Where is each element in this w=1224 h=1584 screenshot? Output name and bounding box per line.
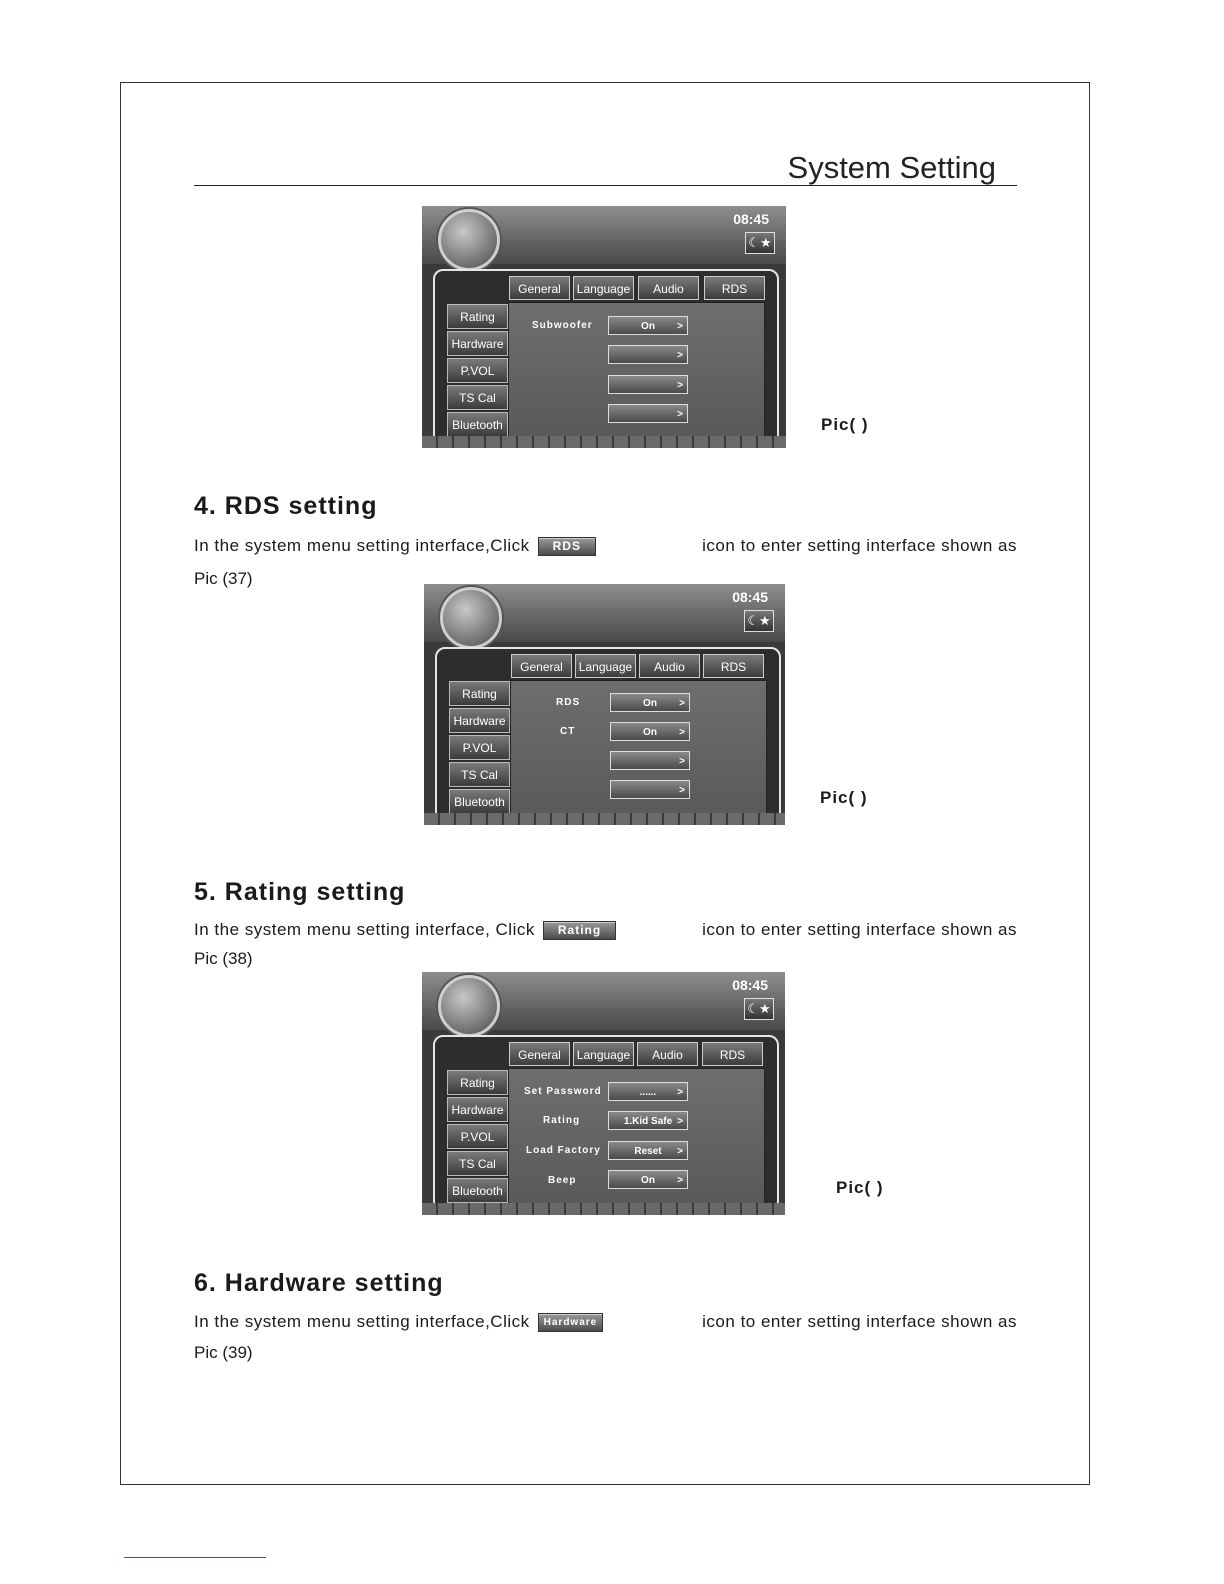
sidebar-item-rating[interactable]: Rating [449, 681, 510, 706]
rating-label: Rating [543, 1115, 581, 1126]
pic-reference: Pic (39) [194, 1343, 253, 1362]
sidebar-item-pvol[interactable]: P.VOL [447, 1124, 508, 1149]
clock: 08:45 [732, 977, 768, 993]
arrow-right-icon: > [677, 1116, 683, 1127]
sidebar-item-hardware[interactable]: Hardware [447, 1097, 508, 1122]
instruction-line [194, 536, 1017, 556]
floor-decoration [422, 436, 786, 448]
value-text: Reset [634, 1146, 662, 1157]
night-mode-icon[interactable]: ☾★ [744, 610, 774, 632]
rds-value-button[interactable] [610, 693, 690, 712]
empty-option-button[interactable] [610, 751, 690, 770]
clock: 08:45 [732, 589, 768, 605]
tab-rds[interactable]: RDS [703, 654, 764, 678]
floor-decoration [424, 813, 785, 825]
ct-label: CT [560, 726, 576, 737]
tab-audio[interactable]: Audio [637, 1042, 698, 1066]
page-title: System Setting [787, 150, 996, 185]
home-orb-icon[interactable] [438, 975, 500, 1037]
tab-language[interactable]: Language [573, 276, 634, 300]
tab-general[interactable]: General [509, 1042, 570, 1066]
rds-label: RDS [556, 697, 581, 708]
sidebar-item-bluetooth[interactable]: Bluetooth [447, 1178, 508, 1203]
sidebar-item-pvol[interactable]: P.VOL [447, 358, 508, 383]
sidebar-item-bluetooth[interactable]: Bluetooth [447, 412, 508, 437]
clock: 08:45 [733, 211, 769, 227]
value-text: On [643, 698, 657, 709]
instruction-text: In the system menu setting interface,Click [194, 1312, 530, 1331]
rating-value-button[interactable] [608, 1111, 688, 1130]
sidebar-item-hardware[interactable]: Hardware [449, 708, 510, 733]
section-heading-hardware: 6. Hardware setting [194, 1269, 444, 1297]
empty-option-button[interactable] [608, 404, 688, 423]
sidebar-item-bluetooth[interactable]: Bluetooth [449, 789, 510, 814]
tab-rds[interactable]: RDS [704, 276, 765, 300]
tab-language[interactable]: Language [573, 1042, 634, 1066]
tab-general[interactable]: General [511, 654, 572, 678]
sidebar-item-pvol[interactable]: P.VOL [449, 735, 510, 760]
pic-caption: Pic( ) [836, 1178, 884, 1197]
empty-option-button[interactable] [608, 375, 688, 394]
home-orb-icon[interactable] [438, 209, 500, 271]
sidebar-item-hardware[interactable]: Hardware [447, 331, 508, 356]
pic-caption: Pic( ) [821, 415, 869, 434]
arrow-right-icon: > [677, 1087, 683, 1098]
header-rule [194, 185, 1017, 186]
screenshot-rds [424, 584, 785, 825]
instruction-text: icon to enter setting interface shown as [702, 536, 1017, 555]
subwoofer-label: Subwoofer [532, 320, 593, 331]
section-heading-rating: 5. Rating setting [194, 878, 406, 906]
tab-general[interactable]: General [509, 276, 570, 300]
arrow-right-icon: > [679, 785, 685, 796]
instruction-text: icon to enter setting interface shown as [702, 1312, 1017, 1331]
rating-button[interactable]: Rating [543, 921, 616, 940]
value-text: On [641, 321, 655, 332]
home-orb-icon[interactable] [440, 587, 502, 649]
password-field[interactable] [608, 1082, 688, 1101]
ct-value-button[interactable] [610, 722, 690, 741]
arrow-right-icon: > [677, 1146, 683, 1157]
set-password-label: Set Password [524, 1086, 602, 1097]
instruction-line [194, 920, 1017, 940]
instruction-text: icon to enter setting interface shown as [702, 920, 1017, 939]
instruction-line [194, 1312, 1017, 1332]
empty-option-button[interactable] [608, 345, 688, 364]
pic-reference: Pic (37) [194, 569, 253, 588]
night-mode-icon[interactable]: ☾★ [744, 998, 774, 1020]
value-text: 1.Kid Safe [623, 1116, 673, 1127]
hardware-button[interactable]: Hardware [538, 1313, 604, 1332]
footer-rule [124, 1557, 266, 1558]
arrow-right-icon: > [677, 321, 683, 332]
sidebar-item-tscal[interactable]: TS Cal [449, 762, 510, 787]
reset-button[interactable] [608, 1141, 688, 1160]
value-text: On [643, 727, 657, 738]
rds-button[interactable]: RDS [538, 537, 596, 556]
sidebar-item-tscal[interactable]: TS Cal [447, 385, 508, 410]
beep-label: Beep [548, 1175, 577, 1186]
floor-decoration [422, 1203, 785, 1215]
pic-reference: Pic (38) [194, 949, 253, 968]
sidebar-item-tscal[interactable]: TS Cal [447, 1151, 508, 1176]
empty-option-button[interactable] [610, 780, 690, 799]
arrow-right-icon: > [679, 727, 685, 738]
tab-audio[interactable]: Audio [639, 654, 700, 678]
arrow-right-icon: > [677, 380, 683, 391]
instruction-text: In the system menu setting interface, Click [194, 920, 535, 939]
arrow-right-icon: > [677, 350, 683, 361]
tab-audio[interactable]: Audio [638, 276, 699, 300]
arrow-right-icon: > [677, 1175, 683, 1186]
pic-caption: Pic( ) [820, 788, 868, 807]
beep-value-button[interactable] [608, 1170, 688, 1189]
load-factory-label: Load Factory [526, 1145, 601, 1156]
section-heading-rds: 4. RDS setting [194, 492, 378, 520]
tab-rds[interactable]: RDS [702, 1042, 763, 1066]
value-text: ...... [639, 1087, 657, 1098]
value-text: On [641, 1175, 655, 1186]
tab-language[interactable]: Language [575, 654, 636, 678]
subwoofer-value-button[interactable] [608, 316, 688, 335]
night-mode-icon[interactable]: ☾★ [745, 232, 775, 254]
arrow-right-icon: > [679, 756, 685, 767]
sidebar-item-rating[interactable]: Rating [447, 1070, 508, 1095]
sidebar-item-rating[interactable]: Rating [447, 304, 508, 329]
arrow-right-icon: > [679, 698, 685, 709]
screenshot-audio [422, 206, 786, 448]
instruction-text: In the system menu setting interface,Click [194, 536, 530, 555]
screenshot-rating [422, 972, 785, 1215]
arrow-right-icon: > [677, 409, 683, 420]
